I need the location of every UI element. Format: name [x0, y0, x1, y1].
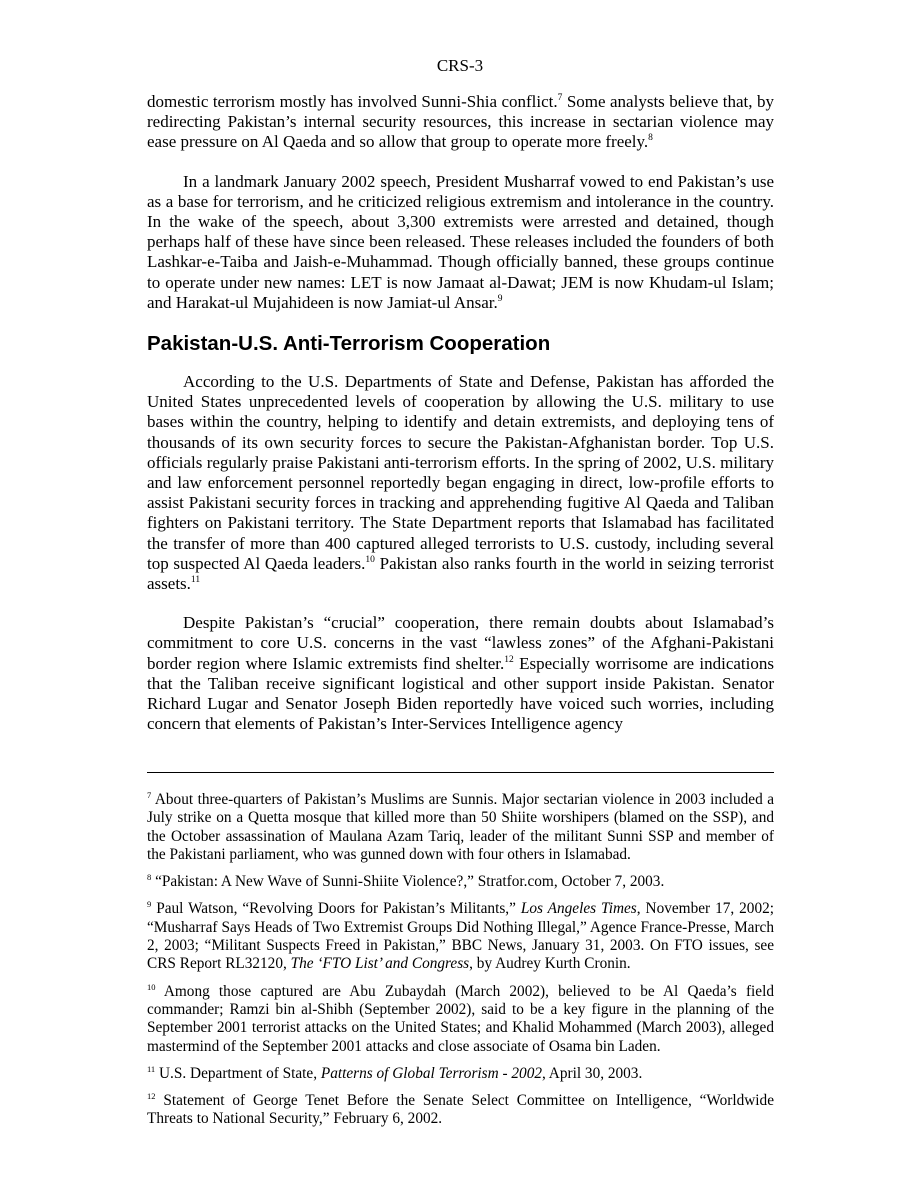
paragraph-sectarian-conflict: domestic terrorism mostly has involved Sunni-Shia conflict.$^7$ Some analysts believe that, by redirecting Pakistan’s internal security resources, this increase in sectarian violence may ease pressure on Al Qaeda and so allow that group to operate more freely.$^8$	[147, 92, 774, 152]
footnote-ref-7[interactable]: 7	[557, 93, 563, 103]
footnote-11: $^{11}$ U.S. Department of State, Patterns of Global Terrorism - 2002, April 30, 2003.	[147, 1063, 643, 1082]
paragraph-cooperation: According to the U.S. Departments of State and Defense, Pakistan has afforded the United States unprecedented levels of cooperation by allowing the U.S. military to use bases within the country, helping to identify and detain extremists, and deploying tens of thousands of its own security forces to secure the Pakistan-Afghanistan border. Top U.S. officials regularly praise Pakistani anti-terrorism efforts. In the spring of 2002, U.S. military and law enforcement personnel reportedly began engaging in direct, low-profile efforts to assist Pakistani security forces in tracking and apprehending fugitive Al Qaeda and Taliban fighters on Pakistani territory. The State Department reports that Islamabad has facilitated the transfer of more than 400 captured alleged terrorists to U.S. custody, including several top suspected Al Qaeda leaders.$^{10}$ Pakistan also ranks fourth in the world in seizing terrorist assets.$^{11}$	[147, 372, 774, 594]
footnote-ref-12[interactable]: 12	[504, 654, 514, 665]
paragraph-musharraf-speech: In a landmark January 2002 speech, President Musharraf vowed to end Pakistan’s use as a base for terrorism, and he criticized religious extremism and intolerance in the country. In the wake of the speech, about 3,300 extremists were arrested and detained, though perhaps half of these have since been released. These releases included the founders of both Lashkar-e-Taiba and Jaish-e-Muhammad. Though officially banned, these groups continue to operate under new names: LET is now Jamaat al-Dawat; JEM is now Khudam-ul Islam; and Harakat-ul Mujahideen is now Jamiat-ul Ansar.$^9$	[147, 171, 774, 312]
section-heading: Pakistan-U.S. Anti-Terrorism Cooperation	[147, 332, 551, 356]
main-text	[147, 92, 774, 753]
footnote-8: $^8$ “Pakistan: A New Wave of Sunni-Shiite Violence?,” Stratfor.com, October 7, 2003.	[147, 872, 665, 891]
footnote-ref-9[interactable]: 9	[497, 293, 503, 304]
footnote-divider	[147, 772, 774, 773]
footnote-10: $^{10}$ Among those captured are Abu Zubaydah (March 2002), believed to be Al Qaeda’s field commander; Ramzi bin al-Shibh (September 2002), said to be a key figure in the planning of the September 2001 terrorist attacks on the United States; and Khalid Mohammed (March 2003), alleged mastermind of the September 2001 attacks and close associate of Osama bin Laden.	[147, 981, 774, 1055]
footnote-12: $^{12}$ Statement of George Tenet Before the Senate Select Committee on Intelligence, “Worldwide Threats to National Security,” February 6, 2002.	[147, 1091, 774, 1128]
footnote-ref-11[interactable]: 11	[190, 575, 201, 586]
footnote-9: $^9$ Paul Watson, “Revolving Doors for Pakistan’s Militants,” Los Angeles Times, November 17, 2002; “Musharraf Says Heads of Two Extremist Groups Did Nothing Illegal,” Agence France-Presse, March 2, 2003; “Militant Suspects Freed in Pakistan,” BBC News, January 31, 2003. On FTO issues, see CRS Report RL32120, The ‘FTO List’ and Congress, by Audrey Kurth Cronin.	[147, 899, 774, 973]
paragraph-doubts: Despite Pakistan’s “crucial” cooperation, there remain doubts about Islamabad’s commitment to core U.S. concerns in the vast “lawless zones” of the Afghani-Pakistani border region where Islamic extremists find shelter.$^{12}$ Especially worrisome are indications that the Taliban receive significant logistical and other support inside Pakistan. Senator Richard Lugar and Senator Joseph Biden reportedly have voiced such worries, including concern that elements of Pakistan’s Inter-Services Intelligence agency	[147, 613, 774, 734]
page-number-header: CRS-3	[436, 56, 484, 75]
footnote-ref-10[interactable]: 10	[365, 554, 375, 565]
footnotes	[147, 791, 774, 1138]
footnote-ref-8[interactable]: 8	[648, 133, 653, 144]
footnote-7: $^7$ About three-quarters of Pakistan’s Muslims are Sunnis. Major sectarian violence in 2003 included a July strike on a Quetta mosque that killed more than 50 Shiite worshipers (blamed on the SSP), and the October assassination of Maulana Azam Tariq, leader of the militant Sunni SSP and member of the Pakistani parliament, who was gunned down with four others in Islamabad.	[147, 790, 774, 863]
